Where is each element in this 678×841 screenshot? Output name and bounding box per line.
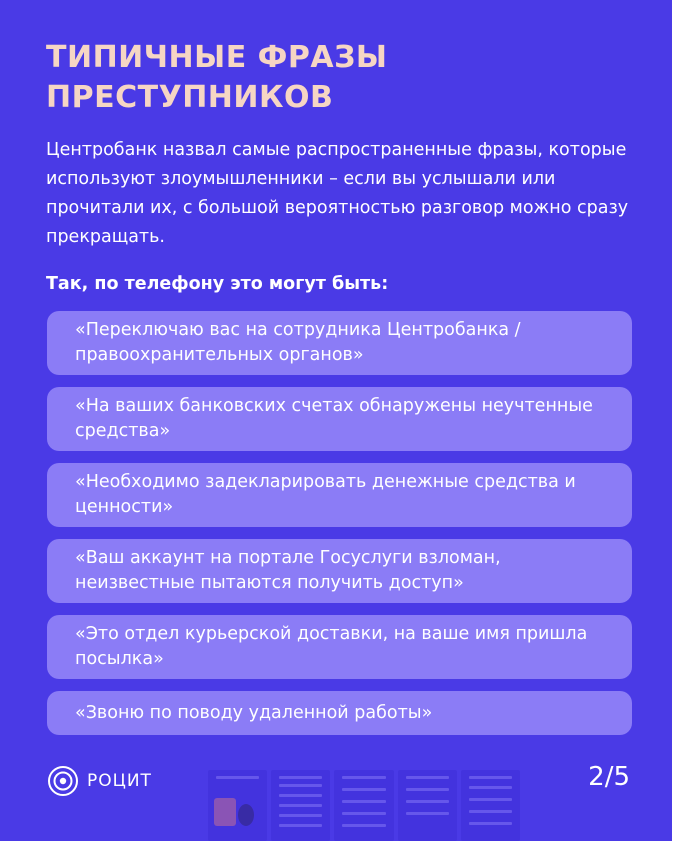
phrase-item-4: «Ваш аккаунт на портале Госуслуги взломан, неизвестные пытаются получить доступ» bbox=[47, 539, 632, 603]
logo-text: РОЦИТ bbox=[87, 771, 152, 791]
slide-thumbnail-2[interactable] bbox=[271, 770, 330, 841]
phrase-item-2: «На ваших банковских счетах обнаружены неучтенные средства» bbox=[47, 387, 632, 451]
slide-thumbnail-strip[interactable] bbox=[208, 770, 520, 841]
slide-thumbnail-5[interactable] bbox=[461, 770, 520, 841]
title-line-2: ПРЕСТУПНИКОВ bbox=[46, 80, 334, 115]
rocit-logo-icon bbox=[47, 765, 79, 797]
phrase-item-1: «Переключаю вас на сотрудника Центробанка / правоохранительных органов» bbox=[47, 311, 632, 375]
intro-paragraph: Центробанк назвал самые распространенные фразы, которые используют злоумышленники – если вы услышали или прочитали их, с большой вероятностью разговор можно сразу прекращать. bbox=[46, 140, 629, 247]
lead-text: Так, по телефону это могут быть: bbox=[46, 274, 389, 294]
rocit-logo bbox=[47, 765, 152, 797]
slide-thumbnail-3[interactable] bbox=[334, 770, 393, 841]
slide-thumbnail-1[interactable] bbox=[208, 770, 267, 841]
phrase-item-5: «Это отдел курьерской доставки, на ваше имя пришла посылка» bbox=[47, 615, 632, 679]
page-indicator: 2/5 bbox=[588, 762, 630, 792]
phrase-item-3: «Необходимо задекларировать денежные средства и ценности» bbox=[47, 463, 632, 527]
title-line-1: ТИПИЧНЫЕ ФРАЗЫ bbox=[46, 40, 388, 75]
slide-thumbnail-4[interactable] bbox=[398, 770, 457, 841]
page-title bbox=[46, 38, 606, 118]
phrase-item-6: «Звоню по поводу удаленной работы» bbox=[47, 691, 632, 735]
